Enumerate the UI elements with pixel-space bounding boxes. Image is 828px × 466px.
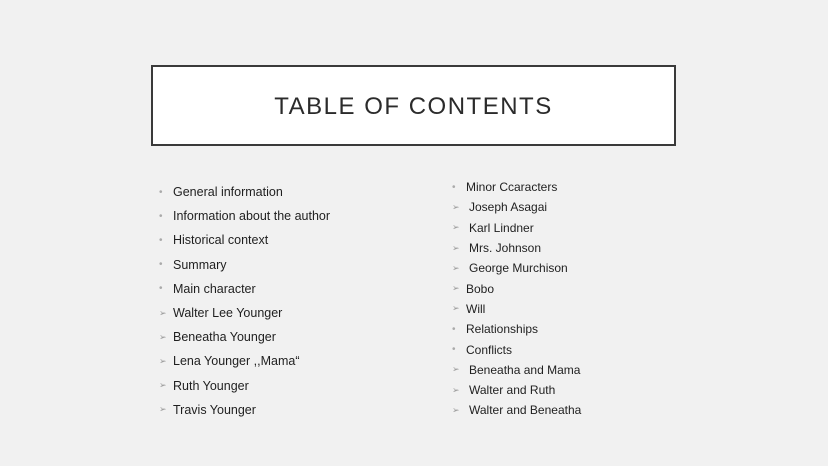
bullet-arrow-icon: ➢ (452, 222, 460, 233)
list-item-label: Bobo (466, 281, 495, 296)
list-item-label: Relationships (466, 322, 539, 337)
bullet-dot-icon: • (452, 323, 456, 335)
bullet-dot-icon: • (159, 186, 163, 198)
bullet-dot-icon: • (159, 283, 163, 295)
list-item (159, 277, 330, 301)
contents-list-right (452, 177, 581, 421)
list-item (452, 218, 581, 238)
bullet-arrow-icon: ➢ (159, 331, 167, 342)
contents-list-left (159, 180, 330, 422)
list-item (452, 319, 581, 339)
list-item (159, 398, 330, 422)
list-item-label: Walter Lee Younger (173, 306, 283, 321)
bullet-dot-icon: • (159, 210, 163, 222)
list-item-label: General information (173, 185, 283, 200)
list-item-label: Ruth Younger (173, 378, 249, 393)
bullet-arrow-icon: ➢ (452, 262, 460, 273)
list-item-label: George Murchison (469, 261, 568, 276)
bullet-arrow-icon: ➢ (452, 303, 460, 314)
list-item-label: Conflicts (466, 342, 513, 357)
list-item-label: Lena Younger ,,Mama“ (173, 354, 300, 369)
bullet-arrow-icon: ➢ (159, 404, 167, 415)
bullet-arrow-icon: ➢ (159, 380, 167, 391)
list-item-label: Travis Younger (173, 402, 256, 417)
list-item-label: Main character (173, 281, 256, 296)
bullet-arrow-icon: ➢ (159, 355, 167, 366)
list-item (159, 349, 330, 373)
bullet-dot-icon: • (452, 344, 456, 356)
slide-title: TABLE OF CONTENTS (274, 92, 553, 120)
list-item-label: Walter and Ruth (469, 383, 556, 398)
bullet-arrow-icon: ➢ (452, 283, 460, 294)
list-item-label: Karl Lindner (469, 220, 534, 235)
bullet-arrow-icon: ➢ (452, 242, 460, 253)
list-item (452, 400, 581, 420)
list-item-label: Minor Ccaracters (466, 180, 558, 195)
list-item-label: Historical context (173, 233, 269, 248)
list-item (452, 258, 581, 278)
list-item-label: Will (466, 301, 486, 316)
list-item (159, 301, 330, 325)
bullet-arrow-icon: ➢ (159, 307, 167, 318)
list-item (159, 180, 330, 204)
list-item (159, 253, 330, 277)
list-item (159, 325, 330, 349)
list-item-label: Information about the author (173, 209, 331, 224)
list-item (452, 238, 581, 258)
list-item (452, 278, 581, 298)
list-item-label: Beneatha and Mama (469, 362, 581, 377)
list-item-label: Summary (173, 257, 227, 272)
list-item (159, 204, 330, 228)
bullet-arrow-icon: ➢ (452, 364, 460, 375)
list-item (452, 299, 581, 319)
bullet-arrow-icon: ➢ (452, 384, 460, 395)
list-item (452, 197, 581, 217)
list-item-label: Mrs. Johnson (469, 241, 542, 256)
list-item-label: Joseph Asagai (469, 200, 548, 215)
bullet-dot-icon: • (159, 259, 163, 271)
list-item (452, 360, 581, 380)
list-item (452, 177, 581, 197)
list-item (159, 228, 330, 252)
list-item (452, 339, 581, 359)
list-item-label: Beneatha Younger (173, 330, 276, 345)
list-item (452, 380, 581, 400)
bullet-arrow-icon: ➢ (452, 201, 460, 212)
title-box (151, 65, 676, 146)
list-item (159, 374, 330, 398)
list-item-label: Walter and Beneatha (469, 403, 582, 418)
bullet-dot-icon: • (159, 234, 163, 246)
bullet-arrow-icon: ➢ (452, 404, 460, 415)
bullet-dot-icon: • (452, 181, 456, 193)
